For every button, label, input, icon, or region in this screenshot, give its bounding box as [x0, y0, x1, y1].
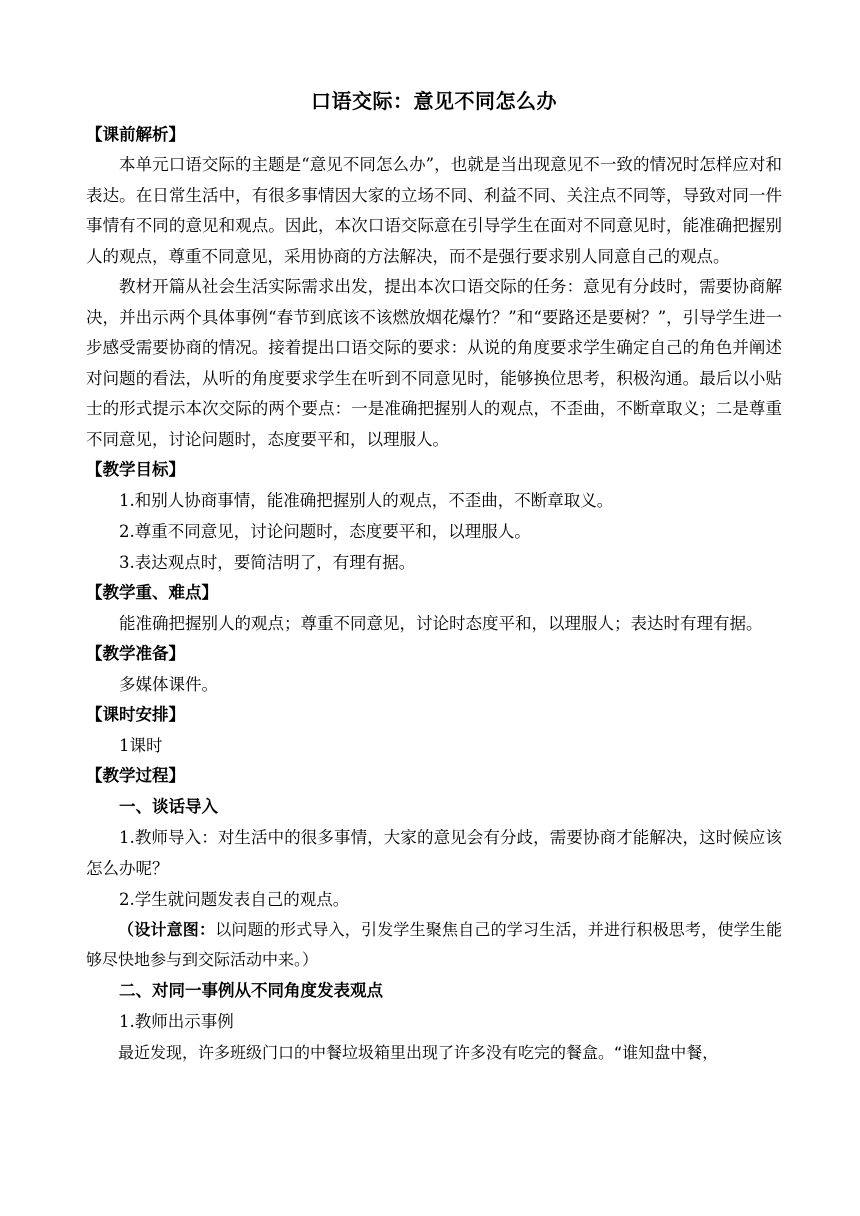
- section-heading-process: 【教学过程】: [86, 766, 185, 785]
- section-process: [86, 761, 782, 1068]
- goal-item-2: 2.尊重不同意见，讨论问题时，态度要平和，以理服人。: [119, 522, 531, 541]
- goal-item-3: 3.表达观点时，要简洁明了，有理有据。: [119, 553, 416, 572]
- analysis-paragraph-1: 本单元口语交际的主题是“意见不同怎么办”，也就是当出现意见不一致的情况时怎样应对和表达。在日常生活中，有很多事情因大家的立场不同、利益不同、关注点不同等，导致对同一件事情有不同的意见和观点。因此，本次口语交际意在引导学生在面对不同意见时，能准确把握别人的观点，尊重不同意见，采用协商的方法解决，而不是强行要求别人同意自己的观点。: [86, 155, 782, 266]
- section-heading-goals: 【教学目标】: [86, 460, 185, 479]
- process-part2-step1: 1.教师出示事例: [119, 1012, 234, 1031]
- key-points-text: 能准确把握别人的观点；尊重不同意见，讨论时态度平和，以理服人；表达时有理有据。: [119, 614, 763, 633]
- schedule-text: 1课时: [119, 736, 163, 755]
- design-intent-note: [86, 915, 782, 975]
- process-part1-title: 一、谈话导入: [119, 797, 218, 816]
- process-part1-step1: 1.教师导入：对生活中的很多事情，大家的意见会有分歧，需要协商才能解决，这时候应该怎么办呢？: [86, 828, 782, 878]
- section-key-points: [86, 578, 782, 639]
- process-part1-step2: 2.学生就问题发表自己的观点。: [119, 890, 350, 909]
- section-heading-analysis: 【课前解析】: [86, 125, 185, 144]
- goal-item-1: 1.和别人协商事情，能准确把握别人的观点，不歪曲，不断章取义。: [119, 491, 614, 510]
- preparation-text: 多媒体课件。: [119, 675, 218, 694]
- section-heading-preparation: 【教学准备】: [86, 644, 185, 663]
- process-part2-title: 二、对同一事例从不同角度发表观点: [119, 981, 383, 1000]
- section-heading-schedule: 【课时安排】: [86, 705, 185, 724]
- section-heading-key-points: 【教学重、难点】: [86, 583, 218, 602]
- section-analysis: [86, 120, 782, 455]
- section-schedule: [86, 700, 782, 761]
- case-description: 最近发现，许多班级门口的中餐垃圾箱里出现了许多没有吃完的餐盒。“谁知盘中餐，: [118, 1043, 719, 1062]
- document-title: 口语交际：意见不同怎么办: [311, 89, 557, 113]
- design-intent-label: （设计意图：: [118, 920, 216, 939]
- analysis-paragraph-2: 教材开篇从社会生活实际需求出发，提出本次口语交际的任务：意见有分歧时，需要协商解决，并出示两个具体事例“春节到底该不该燃放烟花爆竹？”和“要路还是要树？”，引导学生进一步感受需要协商的情况。接着提出口语交际的要求：从说的角度要求学生确定自己的角色并阐述对问题的看法，从听的角度要求学生在听到不同意见时，能够换位思考，积极沟通。最后以小贴士的形式提示本次交际的两个要点：一是准确把握别人的观点，不歪曲，不断章取义；二是尊重不同意见，讨论问题时，态度要平和，以理服人。: [86, 277, 782, 449]
- section-goals: [86, 455, 782, 578]
- section-preparation: [86, 639, 782, 700]
- design-intent-text: 以问题的形式导入，引发学生聚焦自己的学习生活，并进行积极思考，使学生能够尽快地参与到交际活动中来。）: [86, 920, 782, 969]
